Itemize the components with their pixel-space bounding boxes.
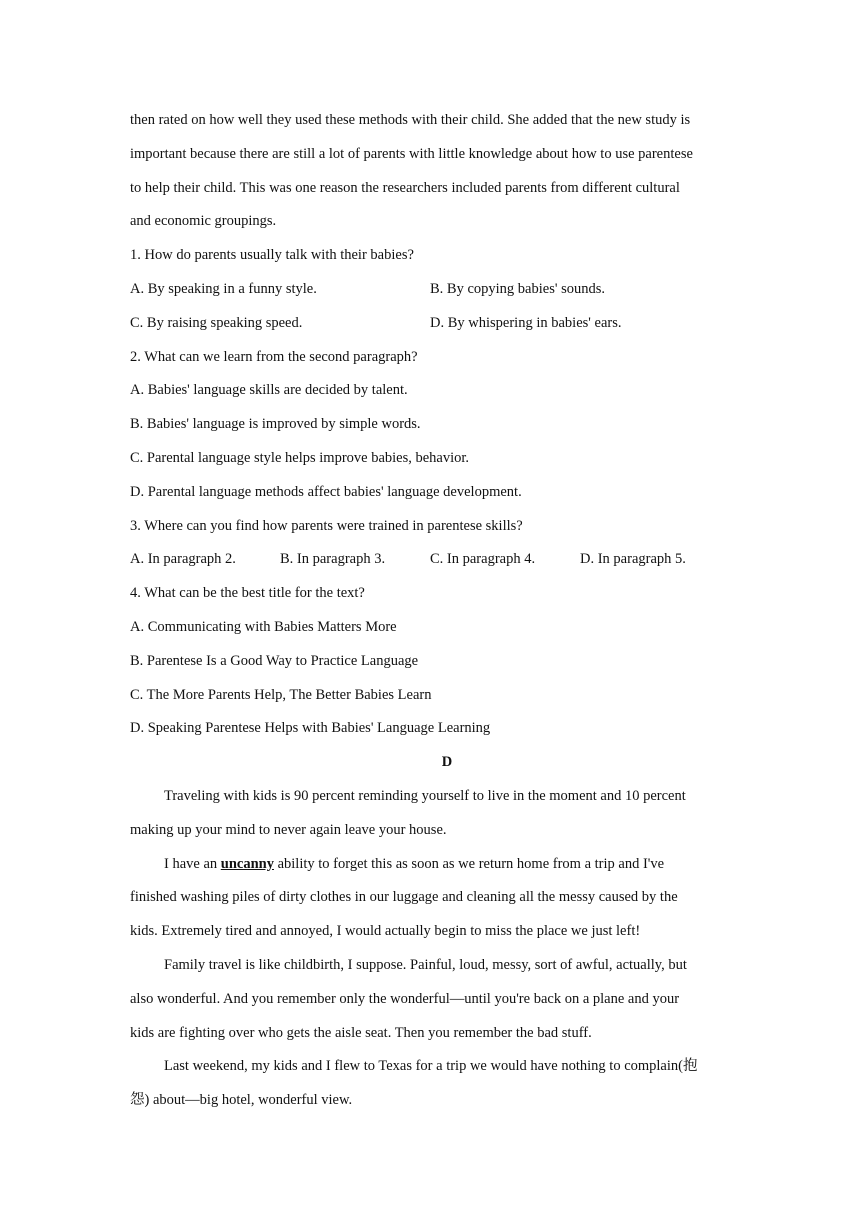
section-heading: D	[441, 754, 453, 771]
question-2: 2. What can we learn from the second paragraph?	[130, 348, 418, 365]
option-c: C. In paragraph 4.	[430, 551, 536, 568]
option-b: B. Parentese Is a Good Way to Practice Language	[130, 652, 419, 669]
passage-line	[130, 848, 730, 882]
passage-text: ability to forget this as soon as we return home from a trip and I've	[273, 855, 665, 872]
question-3: 3. Where can you find how parents were trained in parentese skills?	[130, 517, 523, 534]
intro-line: important because there are still a lot of parents with little knowledge about how to use parentese	[130, 145, 693, 162]
option-c: C. By raising speaking speed.	[130, 314, 303, 331]
option-d: D. Speaking Parentese Helps with Babies' Language Learning	[130, 720, 491, 737]
option-b: B. By copying babies' sounds.	[430, 280, 605, 297]
option-a: A. Babies' language skills are decided by talent.	[130, 382, 408, 399]
option-c: C. The More Parents Help, The Better Babies Learn	[130, 686, 432, 703]
question-4: 4. What can be the best title for the text?	[130, 585, 365, 602]
option-a: A. By speaking in a funny style.	[130, 280, 317, 297]
option-d: D. Parental language methods affect babies' language development.	[130, 483, 522, 500]
option-d: D. By whispering in babies' ears.	[430, 314, 622, 331]
intro-line: and economic groupings.	[130, 213, 277, 230]
option-d: D. In paragraph 5.	[580, 551, 686, 568]
passage-line: making up your mind to never again leave your house.	[130, 821, 447, 838]
question-3-options	[130, 543, 730, 577]
question-1-options-row-1	[130, 273, 730, 307]
passage-line: Family travel is like childbirth, I suppose. Painful, loud, messy, sort of awful, actually, but	[164, 956, 687, 973]
passage-line: kids are fighting over who gets the aisle seat. Then you remember the bad stuff.	[130, 1024, 592, 1041]
option-a: A. In paragraph 2.	[130, 551, 236, 568]
passage-line: Traveling with kids is 90 percent reminding yourself to live in the moment and 10 percent	[164, 787, 686, 804]
passage-line: finished washing piles of dirty clothes in our luggage and cleaning all the messy caused by the	[130, 889, 678, 906]
passage-line: 怨) about—big hotel, wonderful view.	[130, 1092, 353, 1109]
passage-line: Last weekend, my kids and I flew to Texas for a trip we would have nothing to complain(抱	[164, 1058, 698, 1075]
document-content	[130, 104, 730, 1118]
passage-line: kids. Extremely tired and annoyed, I would actually begin to miss the place we just left!	[130, 923, 641, 940]
intro-line: to help their child. This was one reason the researchers included parents from different cultural	[130, 179, 680, 196]
passage-text: I have an	[164, 855, 221, 872]
question-1-options-row-2	[130, 307, 730, 341]
underlined-word: uncanny	[220, 855, 274, 872]
option-c: C. Parental language style helps improve babies, behavior.	[130, 449, 470, 466]
question-1: 1. How do parents usually talk with their babies?	[130, 247, 414, 264]
intro-line: then rated on how well they used these methods with their child. She added that the new study is	[130, 112, 691, 128]
option-a: A. Communicating with Babies Matters More	[130, 618, 397, 635]
option-b: B. Babies' language is improved by simple words.	[130, 416, 421, 433]
passage-line: also wonderful. And you remember only the wonderful—until you're back on a plane and your	[130, 990, 680, 1007]
option-b: B. In paragraph 3.	[280, 551, 386, 568]
